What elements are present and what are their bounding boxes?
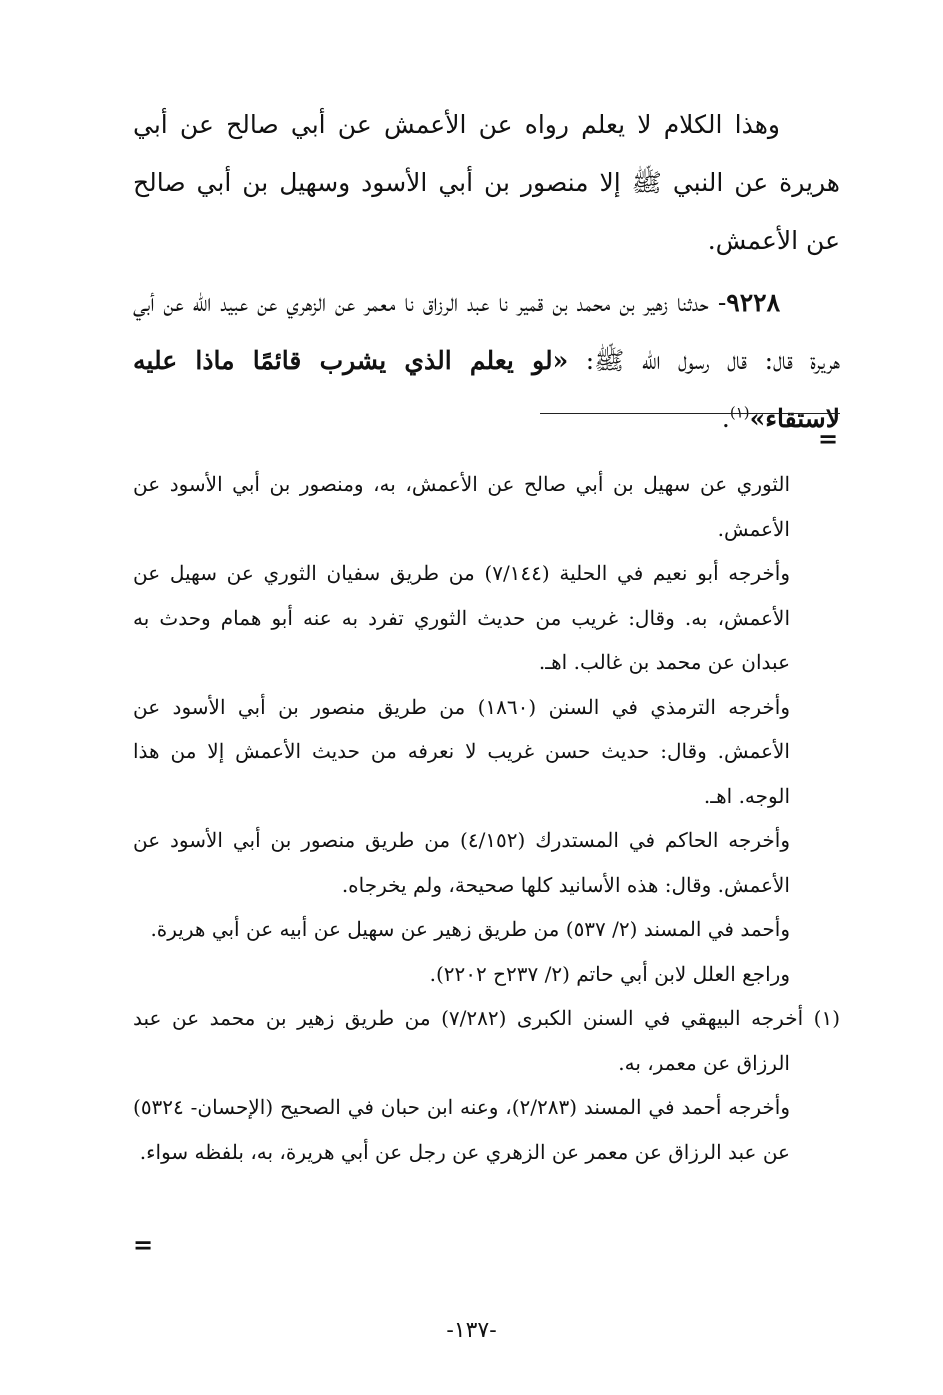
- footnote-line: وأخرجه أبو نعيم في الحلية (٧/١٤٤) من طريق سفيان الثوري عن سهيل عن الأعمش، به. وقال: غريب من حديث الثوري تفرد به عنه أبو همام وحدث به عبدان عن محمد بن غالب. اهـ.: [133, 561, 791, 674]
- page-number: -١٣٧-: [446, 1318, 497, 1343]
- footnote-line: وأحمد في المسند (٢/ ٥٣٧) من طريق زهير عن سهيل عن أبيه عن أبي هريرة.: [150, 917, 790, 941]
- footnote-separator: [540, 413, 840, 414]
- footnote-ref: (١): [729, 403, 750, 422]
- hadith-number: ٩٢٢٨: [726, 288, 780, 317]
- continuation-mark-bottom: =: [133, 1231, 154, 1259]
- footnote-line: الثوري عن سهيل بن أبي صالح عن الأعمش، به، ومنصور بن أبي الأسود عن الأعمش.: [133, 472, 790, 541]
- footnotes: [133, 462, 840, 1174]
- main-paragraph-1: وهذا الكلام لا يعلم رواه عن الأعمش عن أبي صالح عن أبي هريرة عن النبي ﷺ إلا منصور بن أبي الأسود وسهيل بن أبي صالح عن الأعمش.: [133, 110, 840, 255]
- hadith-chain: - حدثنا زهير بن محمد بن قمير نا عبد الرزاق نا معمر عن الزهري عن عبيد الله عن أبي هريرة قال: قال رسول الله ﷺ:: [133, 288, 841, 375]
- footnote-1: (١) أخرجه البيهقي في السنن الكبرى (٧/٢٨٢) من طريق زهير بن محمد عن عبد الرزاق عن معمر، به.: [133, 1006, 841, 1075]
- main-text: [133, 96, 840, 448]
- hadith-quote: «لو يعلم الذي يشرب قائمًا ماذا عليه لاستقاء»: [133, 346, 840, 433]
- hadith-paragraph: [133, 274, 840, 448]
- footnote-line: وأخرجه الترمذي في السنن (١٨٦٠) من طريق منصور بن أبي الأسود عن الأعمش. وقال: حديث حسن غريب لا نعرفه من حديث الأعمش إلا من هذا الوجه. اهـ.: [133, 694, 790, 808]
- continuation-mark-top: =: [818, 425, 839, 453]
- footnote-line: وأخرجه الحاكم في المستدرك (٤/١٥٢) من طريق منصور بن أبي الأسود عن الأعمش. وقال: هذه الأسانيد كلها صحيحة، ولم يخرجاه.: [133, 828, 790, 897]
- footnote-line: وراجع العلل لابن أبي حاتم (٢/ ٢٣٧ح ٢٢٠٢).: [429, 961, 790, 986]
- footnote-line: وأخرجه أحمد في المسند (٢/٢٨٣)، وعنه ابن حبان في الصحيح (الإحسان- ٥٣٢٤) عن عبد الرزاق عن معمر عن الزهري عن رجل عن أبي هريرة، به، بلفظه سواء.: [133, 1095, 790, 1164]
- hadith-end: .: [721, 404, 730, 433]
